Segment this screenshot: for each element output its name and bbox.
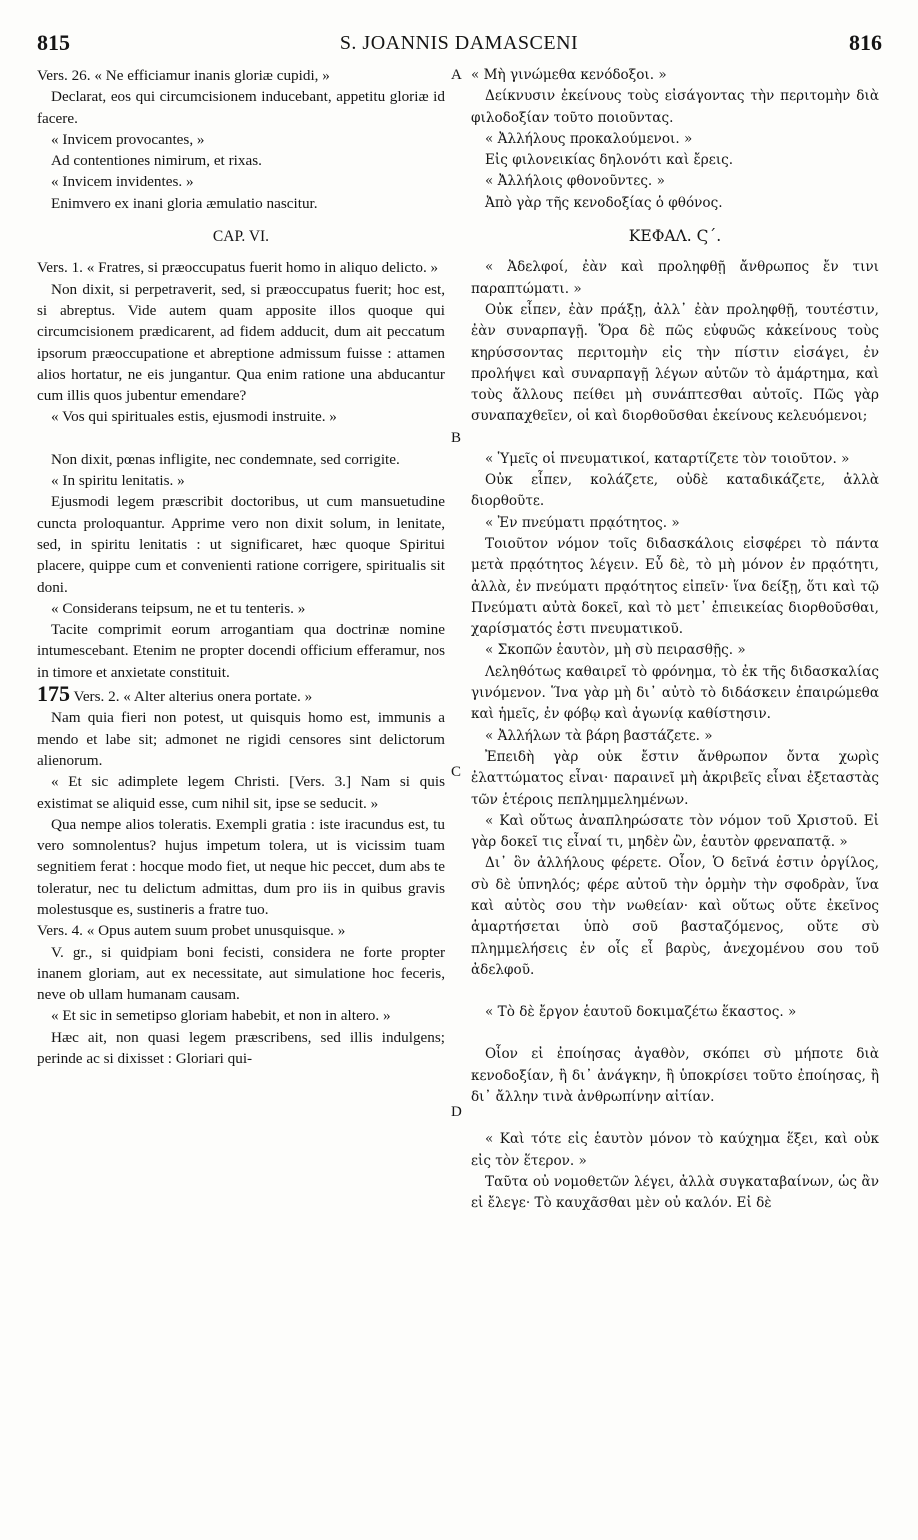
latin-paragraph: Declarat, eos qui circumcisionem inducebant, appetitu gloriæ id facere. <box>37 88 445 127</box>
latin-paragraph: Ejusmodi legem præscribit doctoribus, ut cum mansuetudine cuncta proloquantur. Apprime vero non dixit solum, in lenitate, sed, in spiritu lenitatis : ut significaret, hæc quoque Spiritui placere, quippe cum et convenienti ratione corrigere, spiritualis sit doni. <box>37 493 445 596</box>
greek-quote: « Ἀλλήλους προκαλούμενοι. » <box>485 130 693 147</box>
greek-column <box>471 65 879 1215</box>
latin-paragraph: Enimvero ex inani gloria æmulatio nascitur. <box>51 194 318 212</box>
greek-paragraph: Οὐκ εἶπεν, κολάζετε, οὐδὲ καταδικάζετε, ἀλλὰ διορθοῦτε. <box>471 472 879 510</box>
greek-quote: « Ἐν πνεύματι πρᾳότητος. » <box>485 514 680 531</box>
greek-paragraph: Δι᾽ ὃν ἀλλήλους φέρετε. Οἷον, Ὁ δεῖνά ἐστιν ὀργίλος, σὺ δὲ ὑπνηλός; φέρε αὐτοῦ τὴν ὁρμὴν τὴν σφοδρὰν, ἵνα καὶ αὐτὸς σου τὴν νωθείαν· καὶ οὕτως οὔτε ἐκεῖνος ἁμαρτήσεται ὑπὸ σοῦ βασταζόμενος, οὔτε σὺ πλημμελήσεις ἐν οἷς εἶ βαρὺς, ἀνεχομένου σου τοῦ ἀδελφοῦ. <box>471 855 879 978</box>
latin-quote: « Invicem invidentes. » <box>51 173 194 191</box>
greek-quote: « Ἀλλήλων τὰ βάρη βαστάζετε. » <box>485 727 713 744</box>
page-number-left: 815 <box>37 30 70 55</box>
latin-paragraph: Tacite comprimit eorum arrogantiam qua doctrinæ nomine intumescebant. Etenim ne propter docendi officium efferamur, nos in timore et anxietate constituit. <box>37 621 445 681</box>
greek-quote: « Ἀδελφοί, ἐὰν καὶ προληφθῇ ἄνθρωπος ἔν τινι παραπτώματι. » <box>471 259 879 297</box>
margin-letter-a: A <box>451 67 462 83</box>
greek-paragraph: Ἀπὸ γὰρ τῆς κενοδοξίας ὁ φθόνος. <box>485 194 723 211</box>
spacer <box>471 981 879 1002</box>
latin-column <box>37 65 445 1069</box>
greek-paragraph: Λεληθότως καθαιρεῖ τὸ φρόνημα, τὸ ἐκ τῆς διδασκαλίας γινόμενον. Ἵνα γὰρ μὴ δι᾽ αὐτὸ τὸ διδάσκειν ἐπαιρώμεθα καὶ ἡμεῖς, ἐν φόβῳ καὶ ἀγωνίᾳ καθίστησιν. <box>471 663 879 723</box>
margin-letter-b: B <box>451 430 462 446</box>
latin-verse-2-text: Vers. 2. « Alter alterius onera portate. » <box>73 688 313 706</box>
column-number: 175 <box>37 681 70 707</box>
latin-quote: « Invicem provocantes, » <box>51 130 205 148</box>
latin-paragraph: Qua nempe alios toleratis. Exempli gratia : iste iracundus est, tu vero somnolentus? hujus impetum tolera, ut is vicissim tuam segnitiem ferat : hocque modo fiet, ut neque hic peccet, dum abs te toleratur, nec tu delictum admittas, dum pro iis in quibus gravis molestusque es, sustineris a fratre tuo. <box>37 815 445 918</box>
greek-chapter-heading: ΚΕΦΑΛ. Ϛ΄. <box>628 227 722 246</box>
latin-paragraph: Non dixit, si perpetraverit, sed, si præoccupatus fuerit; hoc est, si abreptus. Vide autem quam apposite illos quoque qui circumcisionem prædicarent, ad fidem adducit, dum ait peccatum ipsorum præoccupatione et abreptione admissum fuisse : attamen alios hortatur, ne eis jungantur. Qua enim ratione una abducantur cum illis quos jubentur emendare? <box>37 280 445 405</box>
greek-paragraph: Δείκνυσιν ἐκείνους τοὺς εἰσάγοντας τὴν περιτομὴν διὰ φιλοδοξίαν τοῦτο ποιοῦντας. <box>471 88 879 126</box>
greek-quote: « Ὑμεῖς οἱ πνευματικοί, καταρτίζετε τὸν τοιοῦτον. » <box>485 450 850 467</box>
latin-verse-26: Vers. 26. « Ne efficiamur inanis gloriæ cupidi, » <box>37 67 330 84</box>
running-title: S. JOANNIS DAMASCENI <box>339 32 579 54</box>
page-header <box>0 30 918 60</box>
latin-verse-1: Vers. 1. « Fratres, si præoccupatus fuerit homo in aliquo delicto. » <box>37 259 439 277</box>
latin-paragraph: Hæc ait, non quasi legem præscribens, sed illis indulgens; perinde ac si dixisset : Gloriari qui- <box>37 1028 445 1068</box>
greek-paragraph: Εἰς φιλονεικίας δηλονότι καὶ ἔρεις. <box>485 152 734 169</box>
margin-letter-d: D <box>451 1104 462 1120</box>
spacer <box>471 1108 879 1129</box>
latin-quote: « Et sic adimplete legem Christi. [Vers. 3.] Nam si quis existimat se aliquid esse, cum nihil sit, ipse se seducit. » <box>37 773 445 812</box>
greek-paragraph: Ἐπειδὴ γὰρ οὐκ ἔστιν ἄνθρωπον ὄντα χωρὶς ἐλαττώματος εἶναι· παραινεῖ μὴ ἀκριβεῖς εἶναι ἐξεταστὰς τῶν ἑτέροις πεπλημμελημένων. <box>471 748 879 808</box>
greek-quote: « Καὶ οὕτως ἀναπληρώσατε τὸν νόμον τοῦ Χριστοῦ. Εἰ γὰρ δοκεῖ τις εἶναί τι, μηδὲν ὢν, ἑαυτὸν φρεναπατᾷ. » <box>471 812 879 851</box>
greek-quote: « Σκοπῶν ἑαυτὸν, μὴ σὺ πειρασθῇς. » <box>485 642 746 659</box>
greek-quote: « Καὶ τότε εἰς ἑαυτὸν μόνον τὸ καύχημα ἕξει, καὶ οὐκ εἰς τὸν ἕτερον. » <box>471 1131 879 1169</box>
greek-paragraph: Τοιοῦτον νόμον τοῖς διδασκάλοις εἰσφέρει τὸ πάντα μετὰ πρᾳότητος λέγειν. Εὖ δὲ, τὸ μὴ μόνον ἐν πρᾳότητι, ἀλλὰ, ἐν πνεύματι πρᾳότητος εἰπεῖν· ἵνα δείξῃ, ὅτι καὶ τῷ Πνεύματι αὐτὰ δοκεῖ, καὶ τὸ μετ᾽ ἐπιεικείας διορθοῦσθαι, χαρίσματός ἐστι πνευματικοῦ. <box>471 535 879 638</box>
latin-quote: « Vos qui spirituales estis, ejusmodi instruite. » <box>51 408 337 426</box>
latin-quote: « In spiritu lenitatis. » <box>51 472 185 490</box>
latin-paragraph: V. gr., si quidpiam boni fecisti, considera ne forte propter inanem gloriam, aut ex necessitate, aut simulatione hoc feceris, neve ob ullam humanam causam. <box>37 943 445 1004</box>
latin-verse-4: Vers. 4. « Opus autem suum probet unusquisque. » <box>37 922 346 940</box>
margin-letter-c: C <box>451 764 462 780</box>
page-number-right: 816 <box>849 30 882 55</box>
latin-paragraph: Ad contentiones nimirum, et rixas. <box>51 152 262 170</box>
spacer <box>471 428 879 449</box>
greek-paragraph: Οὐκ εἶπεν, ἐὰν πράξῃ, ἀλλ᾽ ἐὰν προληφθῇ, τουτέστιν, ἐὰν συναρπαγῇ. Ὅρα δὲ πῶς εὐφυῶς κἀκείνους τοὺς κηρύσσοντας περιτομὴν εἰς τὴν πίστιν εἰσάγει, ἐν προλήψει καὶ συναρπαγῇ λέγων αὐτῶν τὸ ἁμάρτημα, καὶ τοὺς ἄλλους πείθει μὴ συνάπτεσθαι αὐτοῖς. Πῶς γὰρ συναπαχθεῖεν, οἱ καὶ διορθοῦσθαι ἐκείνους κελευόμενοι; <box>471 301 879 425</box>
latin-quote: « Et sic in semetipso gloriam habebit, et non in altero. » <box>51 1007 391 1025</box>
latin-quote: « Considerans teipsum, ne et tu tenteris. » <box>51 599 306 617</box>
spacer <box>37 428 445 449</box>
greek-quote: « Ἀλλήλοις φθονοῦντες. » <box>485 173 665 190</box>
latin-verse-2 <box>37 683 445 707</box>
latin-paragraph: Non dixit, pœnas infligite, nec condemnate, sed corrigite. <box>51 450 400 468</box>
spacer <box>471 1023 879 1044</box>
greek-quote: « Τὸ δὲ ἔργον ἑαυτοῦ δοκιμαζέτω ἕκαστος. » <box>485 1004 797 1021</box>
greek-paragraph: Ταῦτα οὐ νομοθετῶν λέγει, ἀλλὰ συγκαταβαίνων, ὡς ἂν εἰ ἔλεγε· Τὸ καυχᾶσθαι μὲν οὐ καλόν. Εἰ δὲ <box>471 1173 879 1212</box>
greek-quote: « Μὴ γινώμεθα κενόδοξοι. » <box>471 67 667 83</box>
latin-paragraph: Nam quia fieri non potest, ut quisquis homo est, immunis a mendo et labe sit; admonet ne rigidi censores sint delictorum alienorum. <box>37 709 445 769</box>
greek-paragraph: Οἷον εἰ ἐποίησας ἀγαθὸν, σκόπει σὺ μήποτε διὰ κενοδοξίαν, ἢ δι᾽ ἀνάγκην, ἢ ὑποκρίσει τοῦτο ἐποίησας, ἢ δι᾽ ἄλλην τινὰ ἀνθρωπίνην αἰτίαν. <box>471 1046 879 1106</box>
latin-chapter-heading: CAP. VI. <box>212 228 270 246</box>
